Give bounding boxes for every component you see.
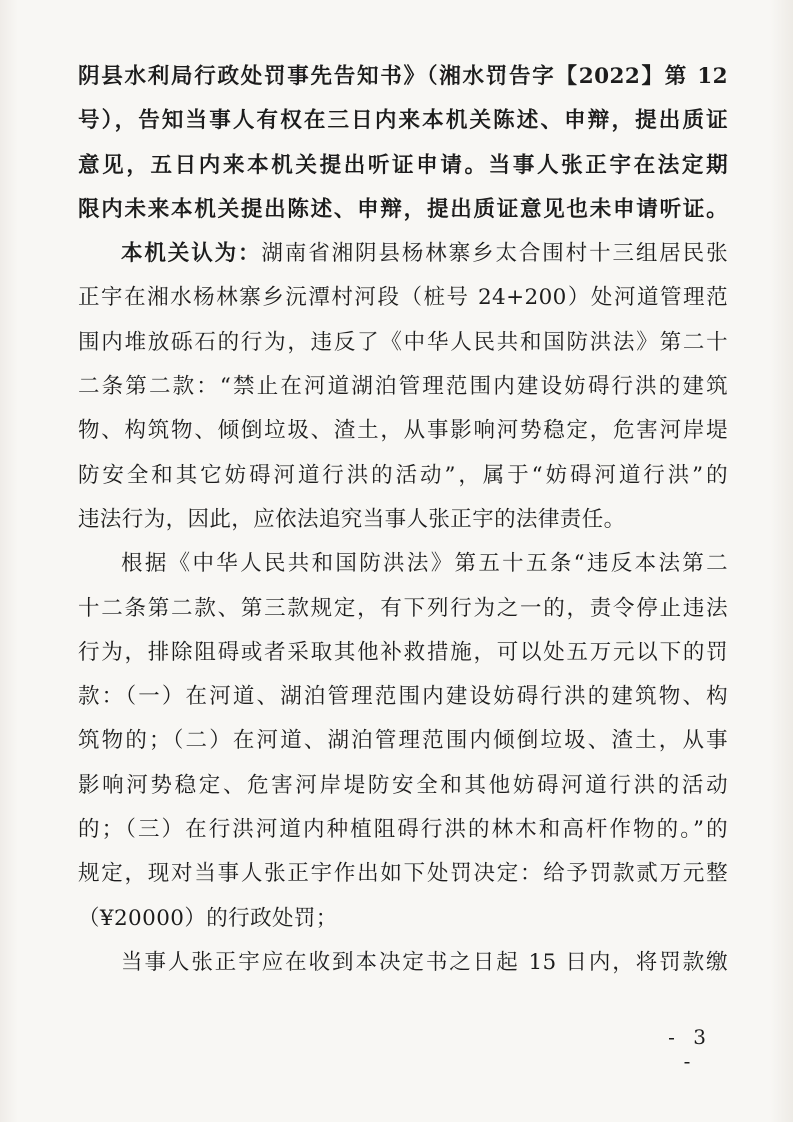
document-body: [78, 60, 728, 990]
text-line: 十二条第二款、第三款规定，有下列行为之一的，责令停止违法: [78, 595, 728, 621]
text-line: 行为，排除阻碍或者采取其他补救措施，可以处五万元以下的罚: [78, 639, 728, 665]
text-line: 阴县水利局行政处罚事先告知书》（湘水罚告字【2022】第 12: [78, 64, 728, 89]
text-line: 的；（三）在行洪河道内种植阻碍行洪的林木和高杆作物的。”的: [78, 817, 728, 843]
text-line: 号），告知当事人有权在三日内来本机关陈述、申辩，提出质证: [78, 108, 728, 134]
text-line: 防安全和其它妨碍河道行洪的活动”，属于“妨碍河道行洪”的: [78, 462, 728, 488]
text-line-body: 湖南省湘阴县杨林寨乡太合围村十三组居民张: [261, 241, 728, 267]
text-line: 规定，现对当事人张正宇作出如下处罚决定：给予罚款贰万元整: [78, 861, 728, 887]
text-line: 围内堆放砾石的行为，违反了《中华人民共和国防洪法》第二十: [78, 329, 728, 355]
text-line: 正宇在湘水杨林寨乡沅潭村河段（桩号 24+200）处河道管理范: [78, 285, 728, 311]
text-line: 二条第二款：“禁止在河道湖泊管理范围内建设妨碍行洪的建筑: [78, 374, 728, 400]
text-line: 意见，五日内来本机关提出听证申请。当事人张正宇在法定期: [78, 152, 728, 178]
text-line: 限内未来本机关提出陈述、申辩，提出质证意见也未申请听证。: [78, 196, 728, 222]
text-line: [78, 237, 728, 271]
text-line: （¥20000）的行政处罚；: [78, 905, 338, 931]
text-line: 款：（一）在河道、湖泊管理范围内建设妨碍行洪的建筑物、构: [78, 684, 728, 710]
text-line: 当事人张正宇应在收到本决定书之日起 15 日内，将罚款缴: [121, 949, 728, 975]
text-line: 物、构筑物、倾倒垃圾、渣土，从事影响河势稳定，危害河岸堤: [78, 418, 728, 444]
page-number: - 3 -: [668, 1025, 712, 1073]
text-line: 违法行为，因此，应依法追究当事人张正宇的法律责任。: [78, 506, 626, 532]
paragraph-lead: 本机关认为：: [121, 241, 262, 267]
text-line: 根据《中华人民共和国防洪法》第五十五条“违反本法第二: [121, 551, 728, 577]
text-line: 影响河势稳定、危害河岸堤防安全和其他妨碍河道行洪的活动: [78, 772, 728, 798]
text-line: 筑物的；（二）在河道、湖泊管理范围内倾倒垃圾、渣土，从事: [78, 728, 728, 754]
